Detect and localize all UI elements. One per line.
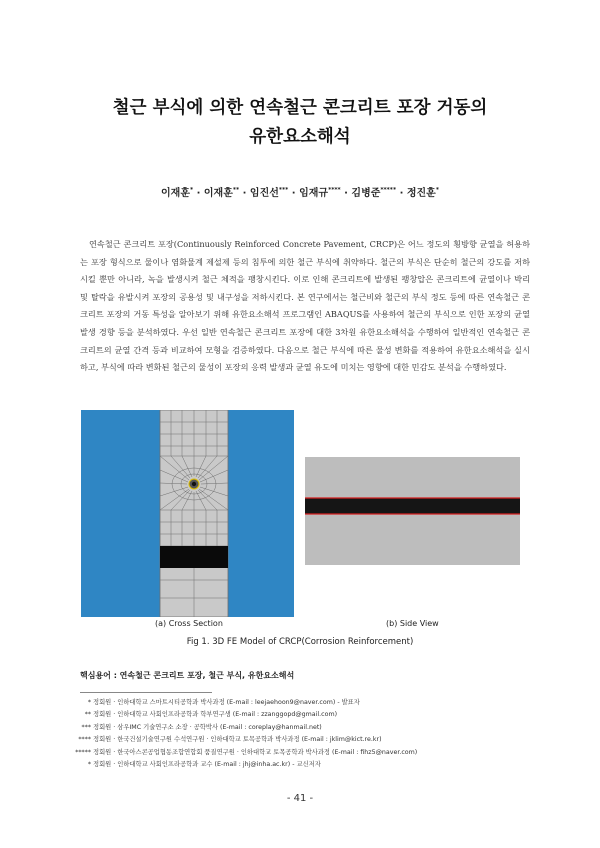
title-line-1: 철근 부식에 의한 연속철근 콘크리트 포장 거동의	[112, 98, 488, 118]
author-separator: ·	[288, 188, 300, 199]
footnote-text: 정회원 · 한국건설기술연구원 수석연구원 · 인하대학교 토목공학과 박사과정 (E-mail : jklim@kict.re.kr)	[91, 736, 382, 744]
author-list	[0, 184, 600, 199]
title-line-2: 유한요소해석	[249, 127, 351, 147]
footnote-text: 정회원 · 삼우IMC 기술연구소 소장 · 공학박사 (E-mail : coreplay@hanmail.net)	[91, 723, 322, 731]
footnote	[73, 697, 543, 709]
footnote-text: 정회원 · 인하대학교 스마트시티공학과 박사과정 (E-mail : leejaehoon9@naver.com) - 발표자	[91, 699, 360, 706]
dark-band	[160, 546, 228, 568]
footnote-mark: ***	[81, 723, 91, 731]
footnote-mark: ****	[78, 736, 91, 744]
abstract: 연속철근 콘크리트 포장(Continuously Reinforced Concrete Pavement, CRCP)은 어느 정도의 횡방향 균열을 허용하는 포장 형식으로 물이나 염화물계 제설제 등의 침투에 의한 철근 부식에 취약하다. 철근의 부식은 단순히 철근의 강도를 저하시킬 뿐만 아니라, 녹을 발생시켜 철근 체적을 팽창시킨다. 이로 인해 콘크리트에 발생된 팽창압은 콘크리트에 균열이나 박리 및 탈락을 유발시켜 포장의 공용성 및 내구성을 저하시킨다. 본 연구에서는 철근비와 철근의 부식 정도 등에 따른 연속철근 콘크리트 포장의 거동 특성을 알아보기 위해 유한요소해석 프로그램인 ABAQUS를 사용하여 철근의 부식으로 인한 포장의 균열 발생 경향 등을 분석하였다. 우선 일반 연속철근 콘크리트 포장에 대한 3차원 유한요소해석을 수행하여 일반적인 연속철근 콘크리트의 균열 간격 등과 비교하여 모형을 검증하였다. 다음으로 철근 부식에 따른 물성 변화를 적용하여 유한요소해석을 실시하고, 부식에 따라 변화된 철근의 물성이 포장의 응력 발생과 균열 유도에 미치는 영향에 대한 민감도 분석을 수행하였다.	[80, 239, 530, 373]
footnote-mark: **	[84, 711, 91, 719]
footnote	[73, 747, 543, 759]
footnote	[73, 709, 543, 721]
author-affiliation-mark: *	[189, 186, 194, 194]
author-affiliation-mark: *	[435, 186, 439, 194]
cross-section-figure	[81, 410, 294, 617]
footnote-mark: *	[87, 761, 91, 769]
footnote-mark: *	[87, 699, 91, 706]
footnotes	[73, 697, 543, 771]
footnote-divider	[80, 692, 212, 693]
cross-section-mesh	[81, 410, 294, 617]
footnote-text: 정회원 · 한국아스콘공업협동조합연합회 품질연구원 · 인하대학교 토목공학과 박사과정 (E-mail : fihz5@naver.com)	[91, 748, 418, 756]
author-name: 이재훈	[203, 188, 233, 199]
author-separator: ·	[340, 188, 352, 199]
author-separator: ·	[193, 188, 204, 199]
footnote-text: 정회원 · 인하대학교 사회인프라공학과 교수 (E-mail : jhj@inha.ac.kr) - 교신저자	[91, 761, 321, 769]
footnote-text: 정회원 · 인하대학교 사회인프라공학과 학부연구생 (E-mail : zzanggopd@gmail.com)	[91, 711, 338, 719]
figure-title: Fig 1. 3D FE Model of CRCP(Corrosion Reinforcement)	[186, 637, 414, 647]
author-name: 이재훈	[161, 188, 190, 199]
rebar-layer	[305, 498, 520, 514]
author-name: 임진선	[249, 188, 279, 199]
author-affiliation-mark: ****	[328, 186, 341, 194]
author-separator: ·	[239, 188, 250, 199]
author-separator: ·	[396, 188, 407, 199]
author-affiliation-mark: **	[232, 186, 240, 194]
author-name: 정진훈	[406, 188, 436, 199]
author-name: 임재규	[299, 188, 329, 199]
side-view-model	[305, 457, 520, 565]
keywords: 핵심용어 : 연속철근 콘크리트 포장, 철근 부식, 유한요소해석	[80, 671, 295, 680]
footnote-mark: *****	[75, 748, 91, 756]
page-number: - 41 -	[286, 793, 314, 804]
caption-side-view: (b) Side View	[386, 619, 439, 628]
paper-title	[0, 94, 600, 152]
footnote	[73, 734, 543, 746]
author-affiliation-mark: ***	[278, 186, 289, 194]
author-affiliation-mark: *****	[380, 186, 397, 194]
footnote	[73, 759, 543, 771]
author-name: 김병준	[351, 188, 381, 199]
caption-cross-section: (a) Cross Section	[155, 619, 223, 628]
footnote	[73, 722, 543, 734]
side-view-figure	[305, 457, 520, 565]
